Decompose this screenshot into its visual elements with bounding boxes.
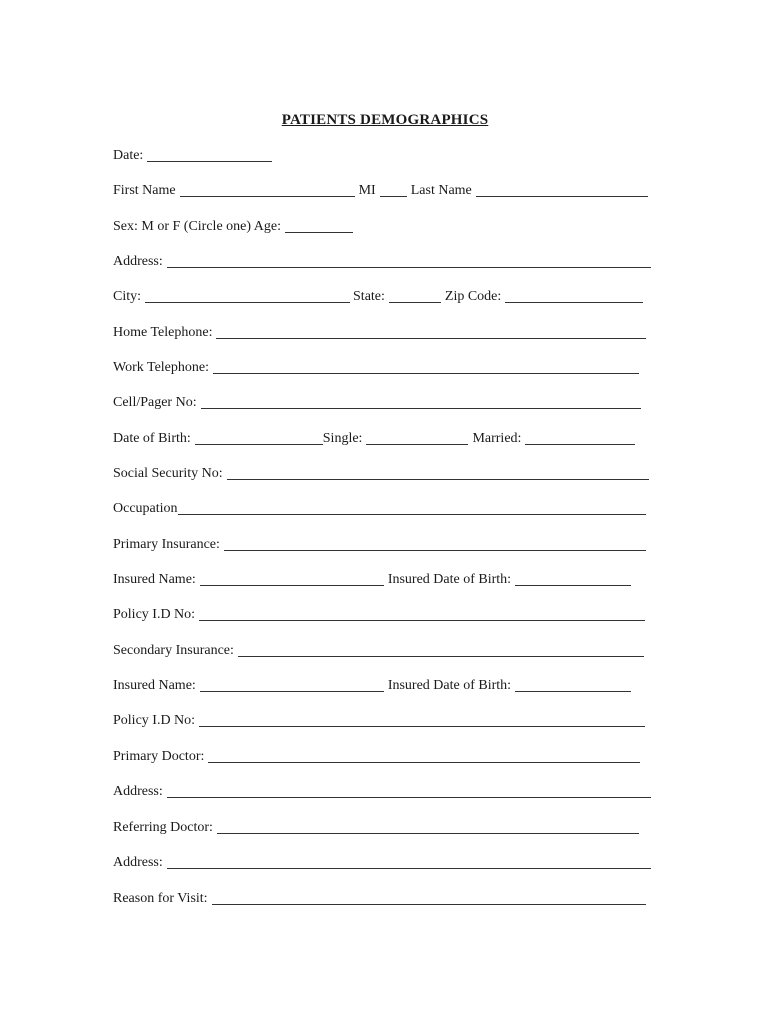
insured-dob-line-1[interactable]	[515, 585, 631, 586]
ssn-line[interactable]	[227, 479, 649, 480]
city-state-zip-row	[113, 286, 643, 306]
home-telephone-line[interactable]	[216, 338, 646, 339]
ssn-label: Social Security No:	[113, 466, 223, 481]
occupation-line[interactable]	[178, 514, 646, 515]
secondary-insurance-line[interactable]	[238, 656, 644, 657]
date-line[interactable]	[147, 161, 272, 162]
dob-marital-row	[113, 428, 635, 448]
first-name-label: First Name	[113, 183, 176, 198]
insured-dob-label-2: Insured Date of Birth:	[387, 678, 512, 693]
mi-label: MI	[358, 183, 376, 198]
primary-insurance-row	[113, 534, 646, 554]
secondary-insurance-row	[113, 640, 644, 660]
zip-line[interactable]	[505, 302, 643, 303]
ssn-row	[113, 463, 649, 483]
zip-label: Zip Code:	[444, 289, 502, 304]
reason-for-visit-line[interactable]	[212, 904, 646, 905]
policy-id-row-1	[113, 604, 645, 624]
insured-name-label-1: Insured Name:	[113, 572, 196, 587]
first-name-line[interactable]	[180, 196, 355, 197]
address-label-2: Address:	[113, 784, 163, 799]
date-row	[113, 145, 272, 165]
sex-age-row	[113, 216, 353, 236]
policy-id-line-1[interactable]	[199, 620, 645, 621]
cell-pager-line[interactable]	[201, 408, 641, 409]
address-label-3: Address:	[113, 855, 163, 870]
cell-pager-row	[113, 392, 641, 412]
insured-row-2	[113, 675, 631, 695]
address-line-3[interactable]	[167, 868, 651, 869]
address-label-1: Address:	[113, 254, 163, 269]
policy-id-label-1: Policy I.D No:	[113, 607, 196, 622]
date-label: Date:	[113, 148, 144, 163]
insured-dob-label-1: Insured Date of Birth:	[387, 572, 512, 587]
name-row	[113, 180, 648, 200]
address-row-1	[113, 251, 651, 271]
insured-dob-line-2[interactable]	[515, 691, 631, 692]
insured-name-line-1[interactable]	[200, 585, 384, 586]
policy-id-label-2: Policy I.D No:	[113, 713, 196, 728]
form-title: PATIENTS DEMOGRAPHICS	[281, 112, 489, 128]
married-label: Married:	[472, 431, 522, 446]
state-label: State:	[353, 289, 385, 304]
primary-doctor-line[interactable]	[208, 762, 640, 763]
referring-doctor-label: Referring Doctor:	[113, 820, 213, 835]
insured-name-line-2[interactable]	[200, 691, 384, 692]
single-label: Single:	[322, 431, 363, 446]
address-row-2	[113, 781, 651, 801]
date-of-birth-line[interactable]	[195, 444, 323, 445]
mi-line[interactable]	[380, 196, 407, 197]
address-row-3	[113, 852, 651, 872]
cell-pager-label: Cell/Pager No:	[113, 395, 197, 410]
secondary-insurance-label: Secondary Insurance:	[113, 643, 234, 658]
date-of-birth-label: Date of Birth:	[113, 431, 191, 446]
referring-doctor-row	[113, 817, 639, 837]
insured-row-1	[113, 569, 631, 589]
primary-doctor-label: Primary Doctor:	[113, 749, 205, 764]
sex-age-label: Sex: M or F (Circle one) Age:	[113, 219, 281, 234]
work-telephone-row	[113, 357, 639, 377]
address-line-2[interactable]	[167, 797, 651, 798]
home-telephone-label: Home Telephone:	[113, 325, 213, 340]
primary-doctor-row	[113, 746, 640, 766]
work-telephone-line[interactable]	[213, 373, 639, 374]
last-name-line[interactable]	[476, 196, 648, 197]
address-line-1[interactable]	[167, 267, 651, 268]
last-name-label: Last Name	[410, 183, 472, 198]
state-line[interactable]	[389, 302, 441, 303]
single-line[interactable]	[366, 444, 468, 445]
policy-id-row-2	[113, 710, 645, 730]
age-line[interactable]	[285, 232, 353, 233]
married-line[interactable]	[525, 444, 635, 445]
occupation-row	[113, 498, 646, 518]
home-telephone-row	[113, 322, 646, 342]
reason-for-visit-row	[113, 888, 646, 908]
primary-insurance-line[interactable]	[224, 550, 646, 551]
occupation-label: Occupation	[113, 501, 178, 516]
primary-insurance-label: Primary Insurance:	[113, 537, 220, 552]
city-label: City:	[113, 289, 142, 304]
referring-doctor-line[interactable]	[217, 833, 639, 834]
city-line[interactable]	[145, 302, 350, 303]
work-telephone-label: Work Telephone:	[113, 360, 209, 375]
policy-id-line-2[interactable]	[199, 726, 645, 727]
insured-name-label-2: Insured Name:	[113, 678, 196, 693]
reason-for-visit-label: Reason for Visit:	[113, 891, 208, 906]
